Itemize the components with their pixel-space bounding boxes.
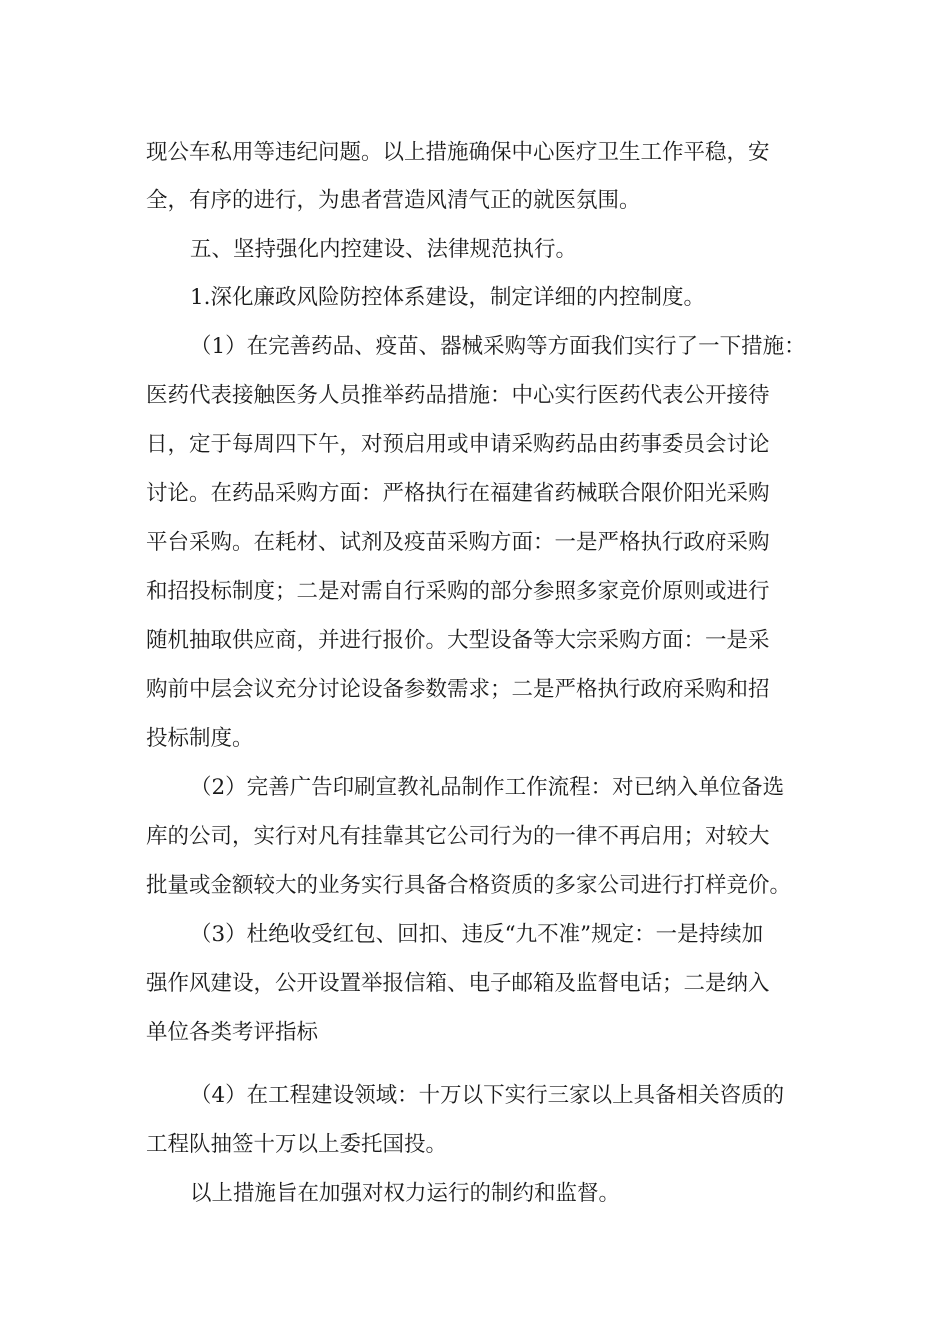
text-line-19: 单位各类考评指标	[146, 1020, 319, 1045]
subsection-heading: 1.深化廉政风险防控体系建设，制定详细的内控制度。	[190, 285, 706, 310]
text-line-2: 全，有序的进行，为患者营造风清气正的就医氛围。	[146, 188, 641, 213]
text-line-7: 日，定于每周四下午，对预启用或申请采购药品由药事委员会讨论	[146, 432, 770, 457]
text-line-8: 讨论。在药品采购方面：严格执行在福建省药械联合限价阳光采购	[146, 481, 770, 506]
text-line-16: 批量或金额较大的业务实行具备合格资质的多家公司进行打样竞价。	[146, 873, 792, 898]
text-line-20: （4）在工程建设领域：十万以下实行三家以上具备相关咨质的	[190, 1083, 785, 1108]
text-line-10: 和招投标制度；二是对需自行采购的部分参照多家竞价原则或进行	[146, 579, 770, 604]
text-line-5: （1）在完善药品、疫苗、器械采购等方面我们实行了一下措施：	[190, 334, 806, 359]
text-line-13: 投标制度。	[146, 726, 254, 751]
text-line-12: 购前中层会议充分讨论设备参数需求；二是严格执行政府采购和招	[146, 677, 770, 702]
text-line-14: （2）完善广告印刷宣教礼品制作工作流程：对已纳入单位备选	[190, 775, 785, 800]
text-line-18: 强作风建设，公开设置举报信箱、电子邮箱及监督电话；二是纳入	[146, 971, 770, 996]
text-line-1: 现公车私用等违纪问题。以上措施确保中心医疗卫生工作平稳，安	[146, 140, 770, 165]
text-line-9: 平台采购。在耗材、试剂及疫苗采购方面：一是严格执行政府采购	[146, 530, 770, 555]
text-line-22: 以上措施旨在加强对权力运行的制约和监督。	[190, 1181, 621, 1206]
text-line-21: 工程队抽签十万以上委托国投。	[146, 1132, 448, 1157]
text-line-17: （3）杜绝收受红包、回扣、违反“九不准”规定：一是持续加	[190, 922, 764, 947]
section-heading: 五、坚持强化内控建设、法律规范执行。	[190, 237, 578, 262]
text-line-11: 随机抽取供应商，并进行报价。大型设备等大宗采购方面：一是采	[146, 628, 770, 653]
text-line-6: 医药代表接触医务人员推举药品措施：中心实行医药代表公开接待	[146, 383, 770, 408]
text-line-15: 库的公司，实行对凡有挂靠其它公司行为的一律不再启用；对较大	[146, 824, 770, 849]
